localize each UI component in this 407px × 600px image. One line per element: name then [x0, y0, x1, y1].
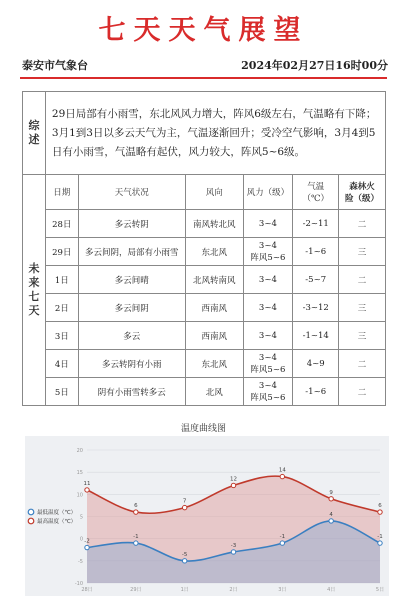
cell-fire-risk: 三: [339, 238, 386, 266]
x-tick-label: 3日: [278, 587, 287, 593]
wind-force-value: 3~4: [258, 274, 277, 285]
legend-marker: [28, 518, 34, 524]
wind-force-value: 3~4: [258, 218, 277, 229]
data-point: [182, 559, 186, 563]
wind-gust-value: 阵风5~6: [250, 252, 286, 263]
cell-temperature: -1~14: [293, 322, 339, 350]
y-tick-label: 20: [76, 448, 83, 454]
forecast-row: [23, 350, 386, 378]
cell-wind-direction: 西南风: [185, 294, 243, 322]
agency-name: 泰安市气象台: [22, 59, 88, 72]
cell-wind-direction: 北风: [185, 378, 243, 406]
data-label: 4: [329, 511, 333, 518]
data-point: [85, 545, 89, 549]
cell-temperature: -1~6: [293, 238, 339, 266]
x-tick-label: 29日: [130, 587, 142, 593]
header-date: 日期: [45, 175, 78, 210]
data-label: 6: [134, 503, 138, 510]
y-tick-label: 0: [79, 536, 83, 543]
legend-marker: [28, 509, 34, 515]
cell-wind-force: [243, 210, 293, 238]
forecast-row: [23, 210, 386, 238]
forecast-label-char: 来: [28, 276, 40, 289]
data-point: [85, 488, 89, 492]
data-label: -1: [377, 534, 383, 541]
wind-force-value: 3~4: [258, 302, 277, 313]
cell-weather: 多云间阴，局部有小雨雪: [78, 238, 185, 266]
cell-fire-risk: 二: [339, 350, 386, 378]
summary-label-char: 综: [28, 119, 40, 132]
issue-time: 2024年02月27日16时00分: [241, 59, 388, 72]
data-label: 11: [83, 480, 91, 487]
y-tick-label: 5: [79, 514, 83, 521]
forecast-row: [23, 238, 386, 266]
forecast-row: [23, 266, 386, 294]
cell-temperature: -1~6: [293, 378, 339, 406]
data-label: 9: [329, 489, 333, 496]
cell-temperature: -2~11: [293, 210, 339, 238]
forecast-row: [23, 322, 386, 350]
forecast-table: [22, 91, 386, 406]
wind-force-value: 3~4: [258, 240, 277, 251]
cell-date: 29日: [45, 238, 78, 266]
cell-temperature: -5~7: [293, 266, 339, 294]
data-point: [378, 510, 382, 514]
cell-date: 28日: [45, 210, 78, 238]
data-point: [329, 519, 333, 523]
cell-weather: 多云间晴: [78, 266, 185, 294]
cell-fire-risk: 二: [339, 378, 386, 406]
forecast-label: [23, 175, 46, 406]
data-label: -5: [181, 551, 188, 558]
header-temperature-line: 气温: [307, 182, 325, 192]
cell-wind-direction: 北风转南风: [185, 266, 243, 294]
issue-info: [22, 57, 388, 75]
cell-date: 2日: [45, 294, 78, 322]
chart-title: 温度曲线图: [180, 424, 226, 434]
header-weather: 天气状况: [78, 175, 185, 210]
header-wind-direction: 风向: [185, 175, 243, 210]
y-tick-label: 15: [76, 470, 83, 477]
data-label: -1: [279, 534, 286, 541]
cell-wind-force: [243, 294, 293, 322]
temperature-chart: [25, 436, 389, 596]
data-point: [378, 541, 382, 545]
data-label: 14: [278, 467, 286, 474]
cell-temperature: -3~12: [293, 294, 339, 322]
data-point: [280, 474, 284, 478]
cell-weather: 多云间阴: [78, 294, 185, 322]
data-point: [134, 510, 138, 514]
summary-label-char: 述: [28, 133, 40, 146]
wind-force-value: 3~4: [258, 380, 277, 391]
cell-date: 3日: [45, 322, 78, 350]
y-tick-label: -5: [78, 558, 83, 565]
temperature-chart-panel: [25, 436, 389, 596]
data-point: [231, 550, 235, 554]
header-wind-force: 风力（级）: [243, 175, 293, 210]
header-divider: [20, 77, 387, 79]
header-fire-risk: [339, 175, 386, 210]
data-label: -2: [84, 538, 90, 545]
data-point: [134, 541, 138, 545]
legend-label: 最高温度（℃）: [37, 519, 77, 525]
cell-temperature: 4~9: [293, 350, 339, 378]
data-point: [280, 541, 284, 545]
summary-label: [23, 92, 46, 175]
forecast-label-char: 七: [28, 290, 40, 303]
x-tick-label: 4日: [327, 587, 336, 593]
data-label: 12: [230, 476, 237, 483]
wind-force-value: 3~4: [258, 352, 277, 363]
y-tick-label: 10: [76, 492, 83, 499]
wind-gust-value: 阵风5~6: [250, 392, 286, 403]
header-fire-unit: 险（级）: [345, 194, 380, 204]
data-point: [329, 497, 333, 501]
data-label: -1: [133, 534, 139, 541]
cell-weather: 多云: [78, 322, 185, 350]
forecast-label-char: 天: [28, 304, 40, 317]
forecast-label-char: 未: [28, 262, 40, 275]
cell-wind-direction: 南风转北风: [185, 210, 243, 238]
cell-wind-force: [243, 350, 293, 378]
data-label: 7: [182, 498, 187, 505]
cell-weather: 阴有小雨雪转多云: [78, 378, 185, 406]
cell-fire-risk: 三: [339, 294, 386, 322]
cell-date: 4日: [45, 350, 78, 378]
wind-force-value: 3~4: [258, 330, 277, 341]
data-label: 6: [378, 503, 382, 510]
data-point: [231, 483, 235, 487]
data-point: [182, 505, 186, 509]
cell-wind-direction: 西南风: [185, 322, 243, 350]
cell-wind-force: [243, 378, 293, 406]
cell-weather: 多云转阴: [78, 210, 185, 238]
x-tick-label: 1日: [180, 587, 189, 593]
legend-label: 最低温度（℃）: [37, 510, 77, 516]
cell-fire-risk: 二: [339, 210, 386, 238]
cell-date: 5日: [45, 378, 78, 406]
cell-fire-risk: 三: [339, 322, 386, 350]
wind-gust-value: 阵风5~6: [250, 364, 286, 375]
cell-date: 1日: [45, 266, 78, 294]
page-title: 七天天气展望: [98, 15, 309, 46]
data-label: -3: [230, 542, 237, 549]
header-temperature: [293, 175, 339, 210]
cell-wind-force: [243, 322, 293, 350]
cell-weather: 多云转阴有小雨: [78, 350, 185, 378]
x-tick-label: 5日: [375, 587, 385, 593]
forecast-row: [23, 378, 386, 406]
header-temperature-unit: （℃）: [302, 194, 329, 204]
y-tick-label: -10: [74, 581, 83, 587]
forecast-row: [23, 294, 386, 322]
header-fire-line: 森林火: [349, 182, 375, 192]
cell-wind-direction: 东北风: [185, 350, 243, 378]
cell-wind-force: [243, 238, 293, 266]
x-tick-label: 2日: [229, 587, 238, 593]
cell-wind-force: [243, 266, 293, 294]
cell-wind-direction: 东北风: [185, 238, 243, 266]
summary-text: 29日局部有小雨雪，东北风风力增大，阵风6级左右，气温略有下降；3月1到3日以多云天气为主，气温逐渐回升；受冷空气影响，3月4到5日有小雨雪，气温略有起伏，风力较大，阵风5~6级。: [45, 92, 385, 175]
x-tick-label: 28日: [81, 587, 93, 593]
cell-fire-risk: 二: [339, 266, 386, 294]
